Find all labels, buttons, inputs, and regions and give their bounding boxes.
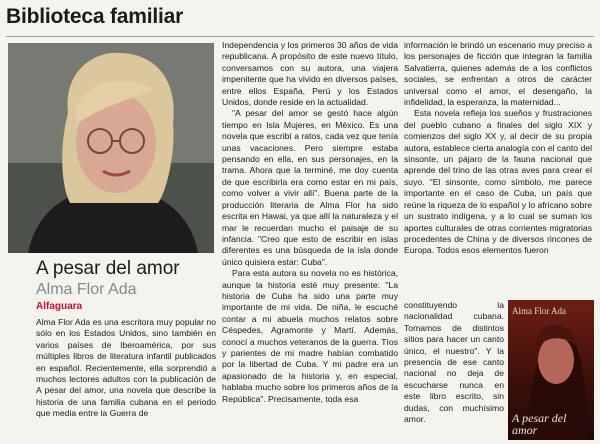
paragraph: Alma Flor Ada es una escritora muy popular no sólo en los Estados Unidos, sino también en varios países de Iberoamérica, por sus múltiples libros de literatura infantil publicados en español. Recientemente, ella sorprendió a muchos lectores adultos con la publicación de A pesar del amor, una novela que describe la historia de una familia cubana en el periodo que media entre la Guerra de: [36, 317, 216, 419]
header-divider: [6, 36, 594, 37]
paragraph: "A pesar del amor se gestó hace algún tiempo en Isla Mujeres, en México. Es una novela que escribí a ratos, cada vez que tenía unas vacaciones. Pero siempre estaba pensando en ella, en sus personajes, en la trama. Ahora que la terminé, me doy cuenta de que escribirla era como estar en mi país, como volver a vivir allí". Buena parte de la producción literaria de Alma Flor ha sido escrita en Hawai, ya que allí la naturaleza y el mar le recuerdan mucho el paisaje de su infancia. "Creo que esto de escribir en islas diferentes es una búsqueda de la isla donde único quisiera estar: Cuba".: [222, 108, 398, 267]
paragraph: información le brindó un escenario muy preciso a los personajes de ficción que integran la familia Salvatierra, quienes además de a los conflictos sociales, se enfrentan a otros de carácter universal como el amor, el desengaño, la infidelidad, la esperanza, la maternidad...: [404, 40, 592, 108]
paragraph: Independencia y los primeros 30 años de vida republicana. A propósito de este nuevo título, conversamos con su autora, una viajera impenitente que ha vivido en diversos países, entre ellos España, Perú y los Estados Unidos, donde reside en la actualidad.: [222, 40, 398, 108]
article-column-2: [222, 40, 398, 405]
cover-title: A pesar del amor: [512, 411, 567, 437]
article-column-1: [36, 317, 216, 420]
paragraph: Esta novela refleja los sueños y frustraciones del pueblo cubano a finales del siglo XIX y comienzos del siglo XX y, al decir de su propia autora, establece cierta analogía con el canto del sinsonte, un pájaro de la fauna nacional que aprende del trino de las otras aves para crear el suyo. "El sinsonte, como símbolo, me parece importante en el caso de Cuba, un país que reúne la riqueza de lo español y lo africano sobre un sustrato indígena, y a lo cual se suman los aportes culturales de otras corrientes migratorias procedentes de China y de diversos rincones de Europa. Todos esos elementos fueron: [404, 108, 592, 256]
section-title: Biblioteca familiar: [6, 5, 184, 28]
book-publisher: Alfaguara: [36, 301, 83, 312]
book-info: [36, 258, 216, 313]
author-photo: [8, 43, 214, 253]
book-title: A pesar del amor: [36, 258, 180, 279]
article-column-3: [404, 40, 592, 257]
section-header: [6, 3, 594, 37]
cover-author: Alma Flor Ada: [512, 306, 566, 316]
paragraph: constituyendo la nacionalidad cubana. Tomamos de distintos sitios para hacer un canto único, el nuestro". Y la presencia de ese canto nacional no deja de escucharse nunca en este libro escrito, sin dudas, con muchísimo amor.: [404, 300, 504, 425]
paragraph: Para esta autora su novela no es histórica, aunque la historia esté muy presente: "La historia de Cuba ha sido una parte muy importante de mi vida. De niña, le escuché contar a mi abuela muchos relatos sobre Céspedes, Agramonte y Martí. Además, conocí a muchos veteranos de la guerra. Tíos y parientes de mi madre habían combatido por la libertad de Cuba. Y mi padre era un apasionado de la historia y, en especial, hablaba mucho sobre los primeros años de la República". Precisamente, toda esa: [222, 268, 398, 404]
book-author: Alma Flor Ada: [36, 281, 137, 298]
book-cover: [508, 300, 594, 440]
author-portrait-illustration: [8, 43, 214, 253]
article-column-3-continued: [404, 300, 504, 425]
